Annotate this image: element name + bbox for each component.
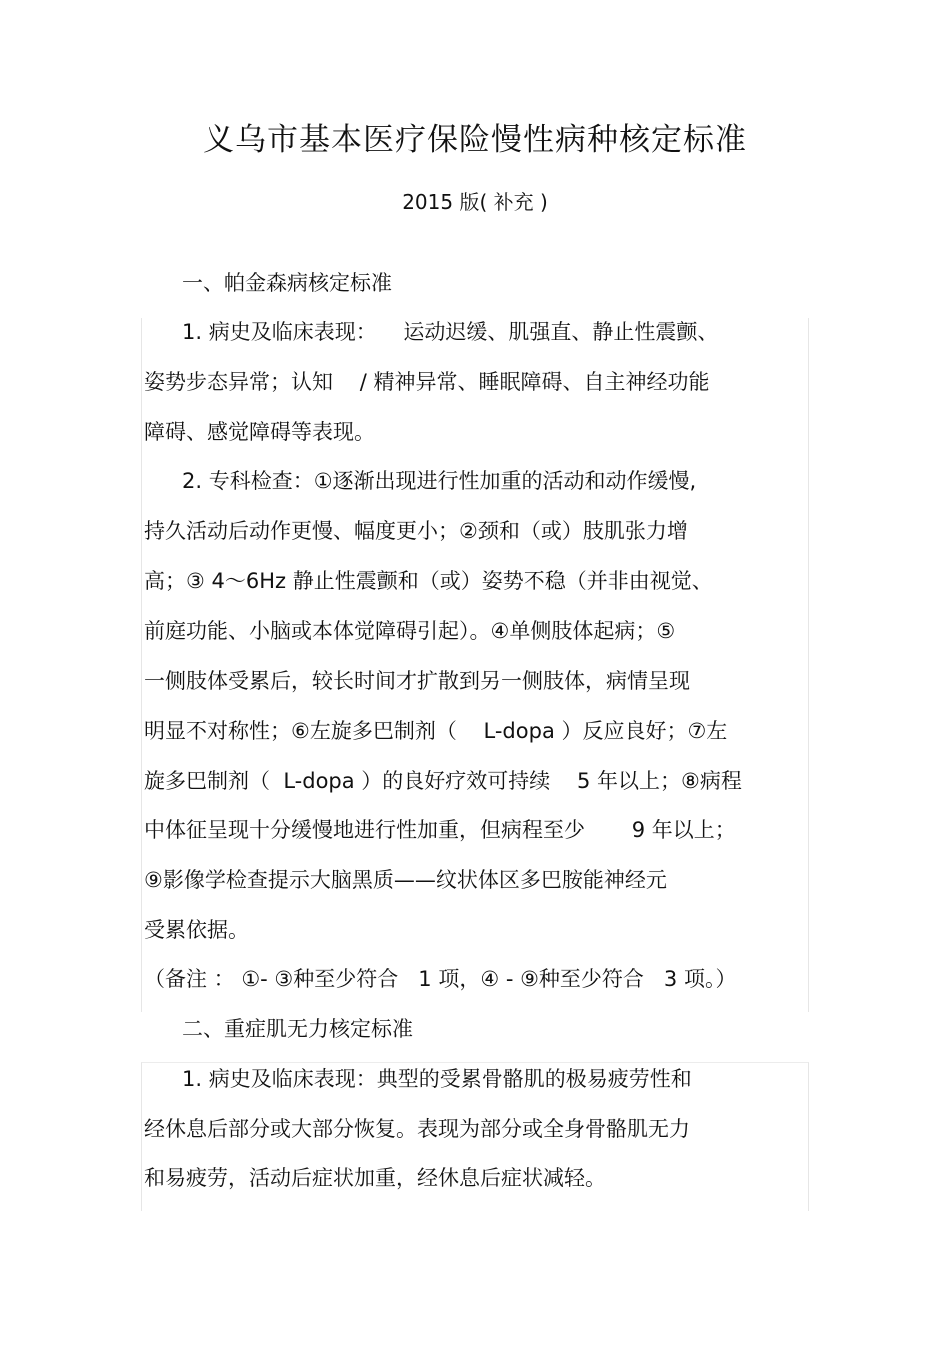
- document-subtitle: 2015 版( 补充 ): [402, 190, 548, 214]
- section1-line: 1. 病史及临床表现： 运动迟缓、肌强直、静止性震颤、: [182, 320, 719, 344]
- section2-heading: 二、重症肌无力核定标准: [182, 1017, 413, 1041]
- section1-note: （备注 ： ①- ③种至少符合 1 项，④ - ⑨种至少符合 3 项。）: [144, 967, 737, 991]
- section1-line: 前庭功能、小脑或本体觉障碍引起）。④单侧肢体起病；⑤: [144, 619, 676, 643]
- section1-line: 明显不对称性；⑥左旋多巴制剂（ L-dopa ）反应良好；⑦左: [144, 719, 728, 743]
- section2-line: 经休息后部分或大部分恢复。表现为部分或全身骨骼肌无力: [144, 1117, 690, 1141]
- section1-line: 障碍、感觉障碍等表现。: [144, 420, 375, 444]
- section2-line: 和易疲劳，活动后症状加重，经休息后症状减轻。: [144, 1166, 606, 1190]
- section1-line: 2. 专科检查：①逐渐出现进行性加重的活动和动作缓慢,: [182, 469, 697, 493]
- section2-line: 1. 病史及临床表现：典型的受累骨骼肌的极易疲劳性和: [182, 1067, 692, 1091]
- section1-line: 中体征呈现十分缓慢地进行性加重，但病程至少 9 年以上；: [144, 818, 736, 842]
- section1-line: 高；③ 4～6Hz 静止性震颤和（或）姿势不稳（并非由视觉、: [144, 569, 713, 593]
- section1-line: 姿势步态异常；认知 / 精神异常、睡眠障碍、自主神经功能: [144, 370, 710, 394]
- section1-line: 一侧肢体受累后，较长时间才扩散到另一侧肢体，病情呈现: [144, 669, 690, 693]
- document-title: 义乌市基本医疗保险慢性病种核定标准: [203, 122, 747, 158]
- section1-line: 持久活动后动作更慢、幅度更小；②颈和（或）肢肌张力增: [144, 519, 688, 543]
- section1-heading: 一、帕金森病核定标准: [182, 271, 392, 295]
- section1-line: 旋多巴制剂（ L-dopa ）的良好疗效可持续 5 年以上；⑧病程: [144, 769, 742, 793]
- section1-line: ⑨影像学检查提示大脑黑质——纹状体区多巴胺能神经元: [144, 868, 667, 892]
- section1-line: 受累依据。: [144, 918, 249, 942]
